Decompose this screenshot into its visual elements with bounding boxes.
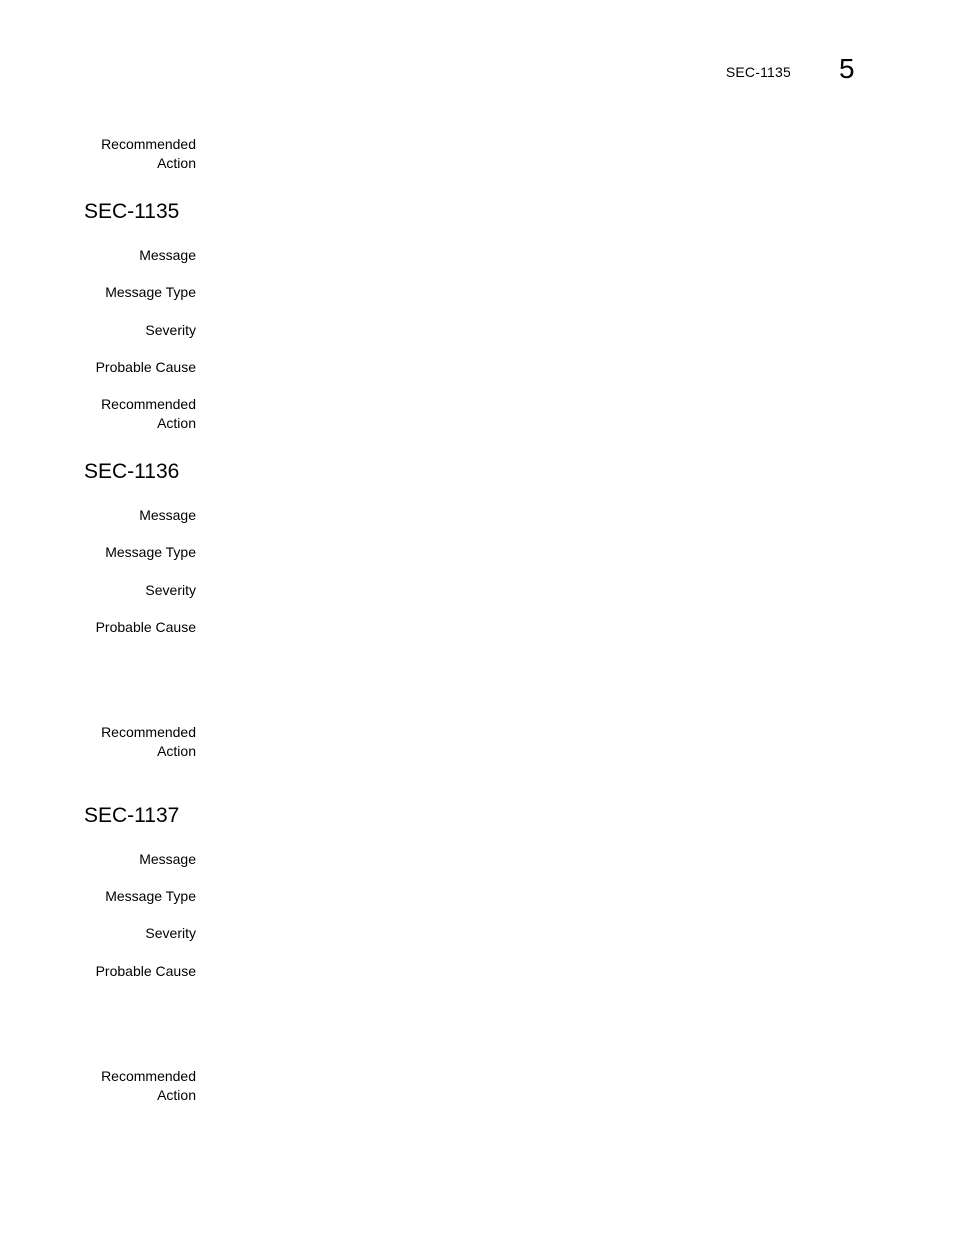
message-type-label: Message Type <box>105 284 196 300</box>
recommended-action-label: Recommended Action <box>101 136 196 171</box>
section-heading: SEC-1136 <box>84 460 180 483</box>
message-type-label: Message Type <box>105 544 196 560</box>
message-type-label: Message Type <box>105 888 196 904</box>
section-heading: SEC-1137 <box>84 804 180 827</box>
recommended-action-label: Recommended Action <box>101 396 196 431</box>
section-heading: SEC-1135 <box>84 200 180 223</box>
message-label: Message <box>139 507 196 523</box>
severity-label: Severity <box>145 322 196 338</box>
message-label: Message <box>139 247 196 263</box>
severity-label: Severity <box>145 925 196 941</box>
message-label: Message <box>139 851 196 867</box>
running-header-title: SEC-1135 <box>725 64 791 80</box>
chapter-number: 5 <box>839 53 855 84</box>
recommended-action-label: Recommended Action <box>101 1068 196 1103</box>
probable-cause-label: Probable Cause <box>95 359 196 375</box>
probable-cause-label: Probable Cause <box>95 619 196 635</box>
probable-cause-label: Probable Cause <box>95 963 196 979</box>
recommended-action-label: Recommended Action <box>101 724 196 759</box>
severity-label: Severity <box>145 582 196 598</box>
